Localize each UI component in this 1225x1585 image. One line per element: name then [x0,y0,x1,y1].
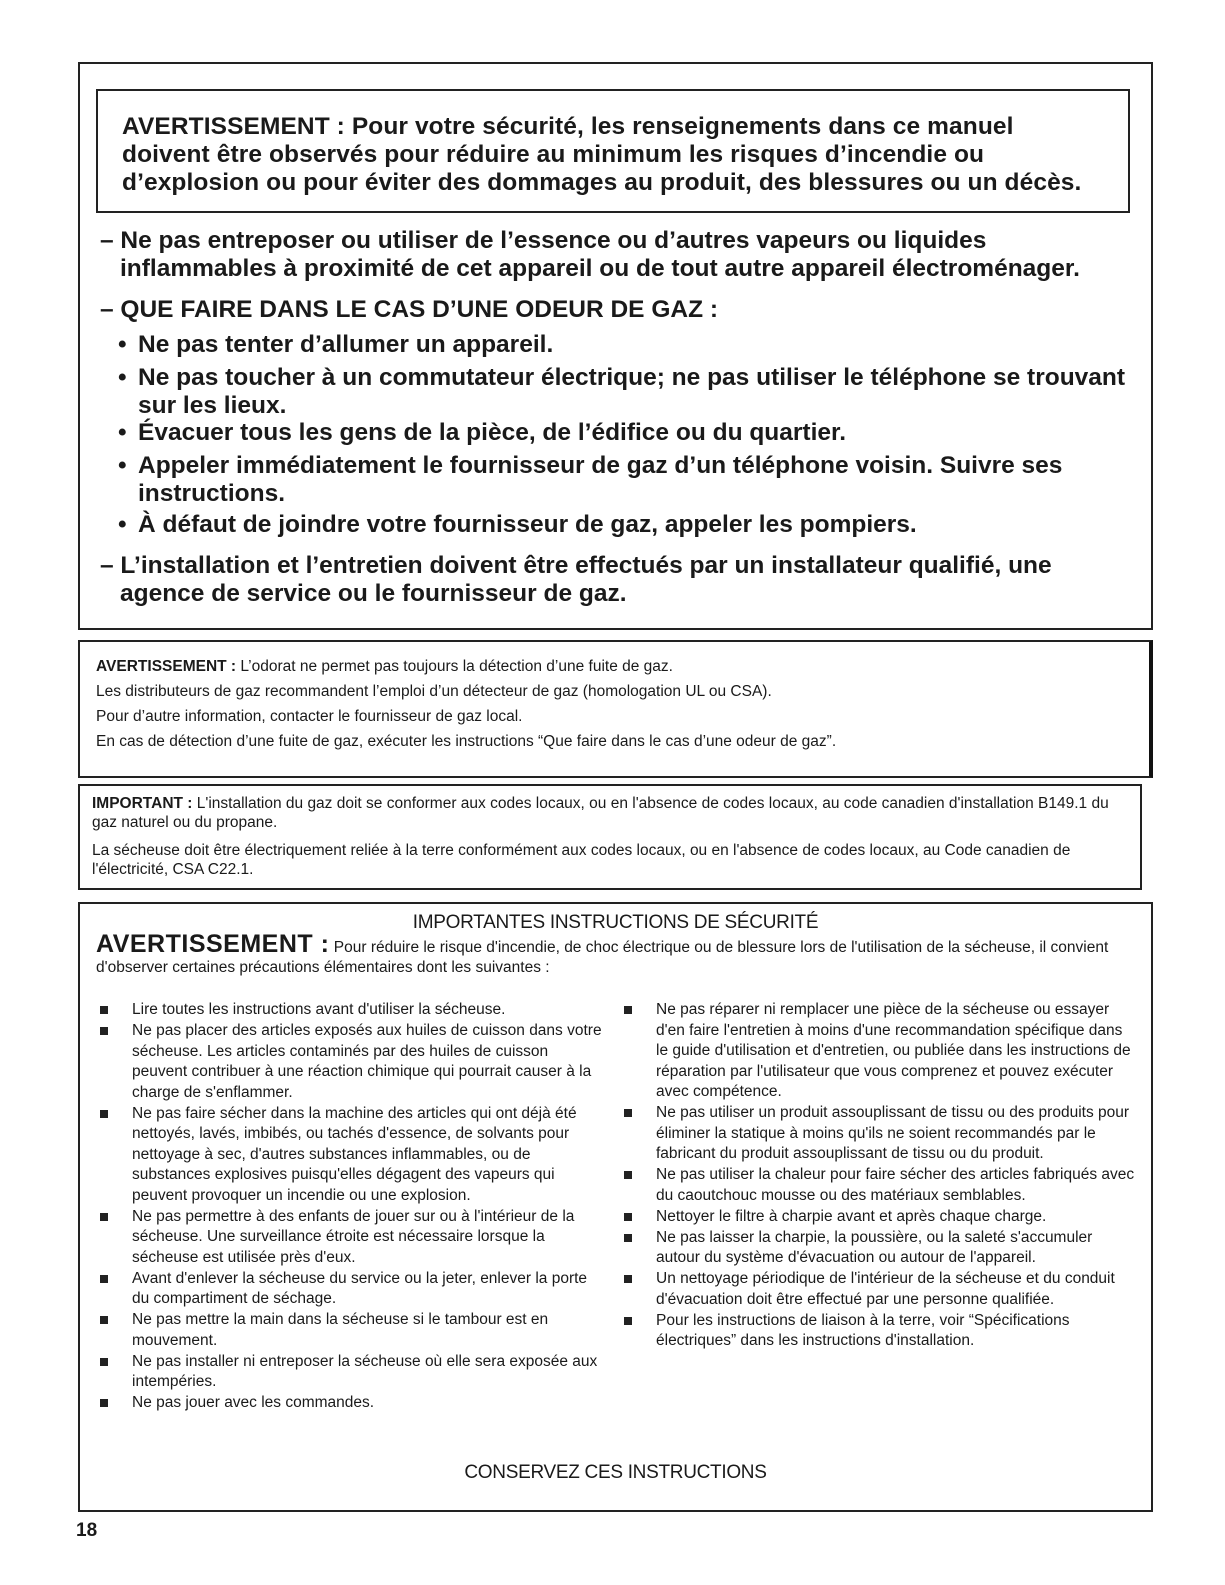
important-paragraph-2: La sécheuse doit être électriquement reliée à la terre conformément aux codes locaux, ou en l'absence de codes locaux, au Code canadien de l'électricité, CSA C22.1. [92,842,1071,878]
gas-detection-box [78,640,1153,778]
list-item-text: Ne pas installer ni entreposer la sécheuse où elle sera exposée aux intempéries. [132,1352,598,1390]
square-bullet-icon [624,1317,632,1325]
bullet-text: Ne pas tenter d’allumer un appareil. [138,331,554,358]
qualified-installer-line2: agence de service ou le fournisseur de gaz. [120,580,627,607]
list-item-text: Avant d'enlever la sécheuse du service ou la jeter, enlever la porte du compartiment de séchage. [132,1269,588,1307]
list-item [96,1207,606,1269]
list-item [96,1000,606,1021]
list-item [620,1228,1135,1269]
page-number: 18 [76,1520,98,1541]
bullet-dot-icon: • [118,511,127,538]
list-item-text: Nettoyer le filtre à charpie avant et après chaque charge. [656,1207,1047,1225]
list-item-text: Ne pas laisser la charpie, la poussière, ou la saleté s'accumuler autour du système d'évacuation ou autour de l'appareil. [656,1228,1093,1266]
square-bullet-icon [100,1006,108,1014]
bullet-text-cont: sur les lieux. [138,392,287,419]
list-item-text: Pour les instructions de liaison à la terre, voir “Spécifications électriques” dans les instructions d'installation. [656,1311,1070,1349]
list-item [96,1021,606,1103]
bullet-text: Évacuer tous les gens de la pièce, de l’édifice ou du quartier. [138,419,847,446]
list-item-text: Ne pas placer des articles exposés aux huiles de cuisson dans votre sécheuse. Les articles contaminés par des huiles de cuisson peuvent contribuer à une réaction chimique qui pourrait causer à la charge de s'enflammer. [132,1022,602,1101]
list-item-text: Ne pas utiliser la chaleur pour faire sécher des articles fabriqués avec du caoutchouc mousse ou des matériaux semblables. [656,1166,1135,1204]
square-bullet-icon [100,1358,108,1366]
detection-line-1 [96,658,673,676]
important-box [78,784,1142,890]
bullet-item [118,364,1138,420]
detection-text: L’odorat ne permet pas toujours la détection d’une fuite de gaz. [240,658,673,675]
detection-line-3: Pour d’autre information, contacter le fournisseur de gaz local. [96,708,523,725]
qualified-installer-item [100,552,1140,608]
square-bullet-icon [100,1399,108,1407]
square-bullet-icon [100,1027,108,1035]
square-bullet-icon [624,1213,632,1221]
square-bullet-icon [100,1316,108,1324]
safety-warning [96,930,1131,978]
detection-line-4: En cas de détection d’une fuite de gaz, exécuter les instructions “Que faire dans le cas d’une odeur de gaz”. [96,733,837,750]
list-item [620,1165,1135,1206]
no-flammables-line1: – Ne pas entreposer ou utiliser de l’essence ou d’autres vapeurs ou liquides [100,227,987,254]
safety-list-right [620,1000,1135,1352]
list-item-text: Un nettoyage périodique de l'intérieur de la sécheuse et du conduit d'évacuation doit être effectué par une personne qualifiée. [656,1270,1115,1308]
list-item [96,1310,606,1351]
list-item [96,1352,606,1393]
square-bullet-icon [624,1275,632,1283]
detection-line-2: Les distributeurs de gaz recommandent l’emploi d’un détecteur de gaz (homologation UL ou CSA). [96,683,772,700]
bullet-dot-icon: • [118,331,127,358]
warning-banner-text: AVERTISSEMENT : Pour votre sécurité, les renseignements dans ce manuel doivent être observés pour réduire au minimum les risques d’incendie ou d’explosion ou pour éviter des dommages au produit, des blessures ou un décès. [122,113,1082,196]
list-item-text: Ne pas mettre la main dans la sécheuse si le tambour est en mouvement. [132,1311,549,1349]
gas-odor-heading: – QUE FAIRE DANS LE CAS D’UNE ODEUR DE GAZ : [100,296,719,323]
list-item [620,1207,1135,1228]
square-bullet-icon [624,1171,632,1179]
list-item [620,1269,1135,1310]
list-item [96,1269,606,1310]
safety-warning-word: AVERTISSEMENT : [96,930,330,958]
safety-list-left [96,1000,606,1414]
important-label: IMPORTANT : [92,795,193,812]
bullet-dot-icon: • [118,452,127,479]
bullet-text: À défaut de joindre votre fournisseur de gaz, appeler les pompiers. [138,511,917,538]
bullet-text: Appeler immédiatement le fournisseur de gaz d’un téléphone voisin. Suivre ses [138,452,1063,479]
bullet-text-cont: instructions. [138,480,286,507]
bullet-item [118,452,1138,508]
list-item-text: Ne pas réparer ni remplacer une pièce de la sécheuse ou essayer d'en faire l'entretien à moins d'une recommandation spécifique dans le guide d'utilisation et d'entretien, ou publiée dans les instructions de réparation par l'utilisateur que vous comprenez et pouvez exécuter avec compétence. [656,1001,1131,1100]
save-instructions-footer: CONSERVEZ CES INSTRUCTIONS [464,1462,767,1483]
square-bullet-icon [100,1213,108,1221]
detection-label: AVERTISSEMENT : [96,658,237,675]
list-item [96,1393,606,1414]
important-text: L'installation du gaz doit se conformer aux codes locaux, ou en l'absence de codes locaux, au code canadien d'installation B149.1 du gaz naturel ou du propane. [92,795,1109,831]
no-flammables-line2: inflammables à proximité de cet appareil ou de tout autre appareil électroménager. [120,255,1080,282]
list-item [620,1311,1135,1352]
square-bullet-icon [100,1110,108,1118]
qualified-installer-line1: – L’installation et l’entretien doivent être effectués par un installateur qualifié, une [100,552,1052,579]
safety-title: IMPORTANTES INSTRUCTIONS DE SÉCURITÉ [412,912,819,933]
list-item-text: Ne pas faire sécher dans la machine des articles qui ont déjà été nettoyés, lavés, imbibés, ou tachés d'essence, de solvants pour nettoyage à sec, d'autres substances inflammables, ou de substances explosives puisqu'elles dégagent des vapeurs qui peuvent provoquer un incendie ou une explosion. [132,1104,577,1204]
important-paragraph-1 [92,794,1126,832]
bullet-dot-icon: • [118,419,127,446]
warning-banner [96,89,1130,213]
bullet-dot-icon: • [118,364,127,391]
list-item-text: Ne pas permettre à des enfants de jouer sur ou à l'intérieur de la sécheuse. Une surveillance étroite est nécessaire lorsque la sécheuse est utilisée près d'eux. [132,1207,575,1266]
bullet-item [118,331,1138,359]
list-item-text: Ne pas utiliser un produit assouplissant de tissu ou des produits pour éliminer la statique à moins qu'ils ne soient recommandés par le fabricant du produit assouplissant de tissu ou du produit. [656,1104,1130,1162]
no-flammables-item [100,227,1140,283]
bullet-item [118,511,1138,539]
list-item-text: Ne pas jouer avec les commandes. [132,1394,375,1411]
safety-instructions-box [78,902,1153,1512]
list-item [620,1000,1135,1103]
bullet-item [118,419,1138,447]
square-bullet-icon [624,1006,632,1014]
square-bullet-icon [624,1234,632,1242]
square-bullet-icon [100,1275,108,1283]
list-item [96,1104,606,1207]
square-bullet-icon [624,1109,632,1117]
safety-warning-text: Pour réduire le risque d'incendie, de choc électrique ou de blessure lors de l'utilisation de la sécheuse, il convient d'observer certaines précautions élémentaires dont les suivantes : [96,939,1109,976]
list-item [620,1103,1135,1165]
bullet-text: Ne pas toucher à un commutateur électrique; ne pas utiliser le téléphone se trouvant [138,364,1126,391]
list-item-text: Lire toutes les instructions avant d'utiliser la sécheuse. [132,1001,506,1018]
